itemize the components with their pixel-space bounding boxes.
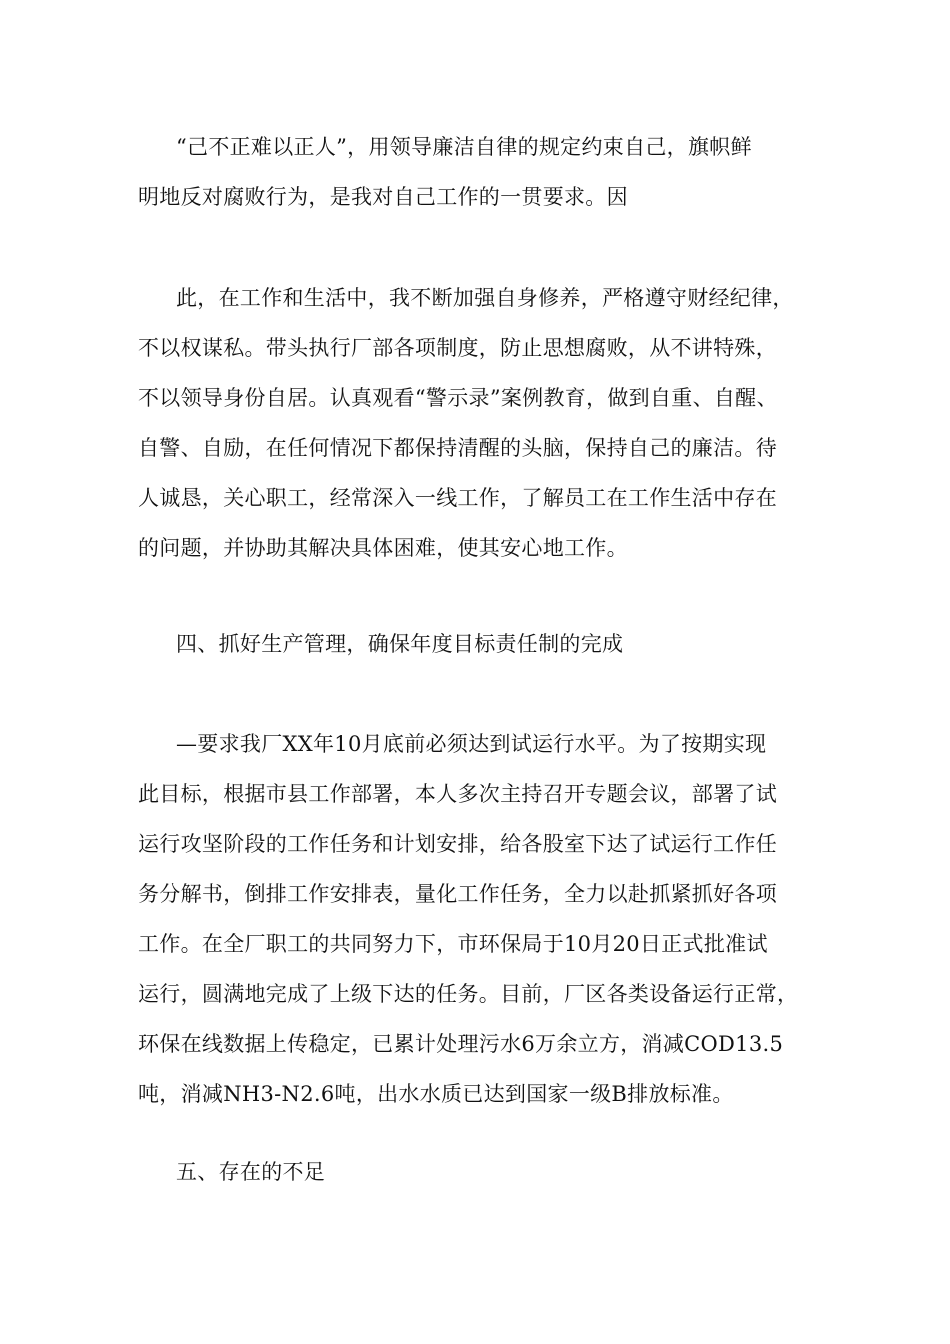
paragraph-line: 环保在线数据上传稳定，已累计处理污水6万余立方，消减COD13.5	[138, 1032, 784, 1056]
paragraph-line: 明地反对腐败行为，是我对自己工作的一贯要求。因	[138, 185, 628, 209]
paragraph-line: 此，在工作和生活中，我不断加强自身修养，严格遵守财经纪律，	[176, 286, 794, 310]
section-heading: 四、抓好生产管理，确保年度目标责任制的完成	[176, 632, 624, 656]
section-heading: 五、存在的不足	[176, 1160, 326, 1184]
paragraph-line: 吨，消减NH3-N2.6吨，出水水质已达到国家一级B排放标准。	[138, 1082, 734, 1106]
paragraph-line: 务分解书，倒排工作安排表，量化工作任务，全力以赴抓紧抓好各项	[138, 882, 777, 906]
paragraph-line: 自警、自励，在任何情况下都保持清醒的头脑，保持自己的廉洁。待	[138, 436, 777, 460]
paragraph-line: 运行，圆满地完成了上级下达的任务。目前，厂区各类设备运行正常，	[138, 982, 799, 1006]
paragraph-line: —要求我厂XX年10月底前必须达到试运行水平。为了按期实现	[176, 732, 767, 756]
paragraph-line: 不以权谋私。带头执行厂部各项制度，防止思想腐败，从不讲特殊，	[138, 336, 777, 360]
paragraph-line: 人诚恳，关心职工，经常深入一线工作，了解员工在工作生活中存在	[138, 486, 777, 510]
paragraph-line: “己不正难以正人”，用领导廉洁自律的规定约束自己，旗帜鲜	[176, 135, 752, 159]
paragraph-line: 不以领导身份自居。认真观看“警示录”案例教育，做到自重、自醒、	[138, 386, 778, 410]
paragraph-line: 此目标，根据市县工作部署，本人多次主持召开专题会议，部署了试	[138, 782, 777, 806]
paragraph-line: 工作。在全厂职工的共同努力下，市环保局于10月20日正式批准试	[138, 932, 768, 956]
paragraph-line: 运行攻坚阶段的工作任务和计划安排，给各股室下达了试运行工作任	[138, 832, 777, 856]
paragraph-line: 的问题，并协助其解决具体困难，使其安心地工作。	[138, 536, 628, 560]
